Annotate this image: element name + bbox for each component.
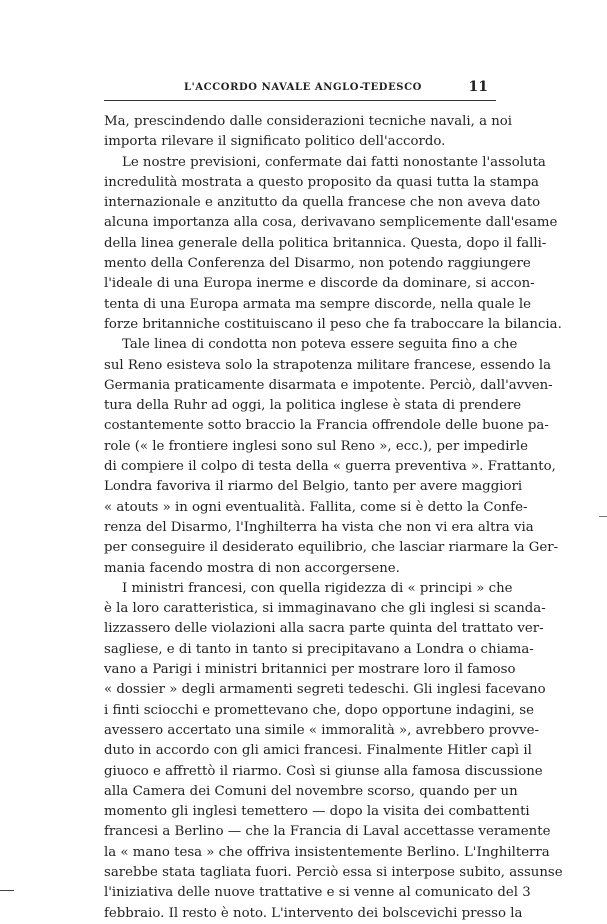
text-line: renza del Disarmo, l'Inghilterra ha vista che non vi era altra via <box>104 519 534 535</box>
text-line: lizzassero delle violazioni alla sacra parte quinta del trattato ver- <box>104 621 544 637</box>
text-line: tura della Ruhr ad oggi, la politica inglese è stata di prendere <box>104 398 522 414</box>
text-line: costantemente sotto braccio la Francia offrendole delle buone pa- <box>104 418 549 434</box>
text-line: l'iniziativa delle nuove trattative e si venne al comunicato del 3 <box>104 885 531 901</box>
scan-margin-mark <box>599 516 607 517</box>
text-line: « dossier » degli armamenti segreti tedeschi. Gli inglesi facevano <box>104 682 546 698</box>
text-line: mento della Conferenza del Disarmo, non potendo raggiungere <box>104 256 531 272</box>
text-line: alla Camera dei Comuni del novembre scorso, quando per un <box>104 783 518 799</box>
text-line: Tale linea di condotta non poteva essere seguita fino a che <box>122 337 518 353</box>
text-line: momento gli inglesi temettero — dopo la visita dei combattenti <box>104 804 530 820</box>
text-line: la « mano tesa » che offriva insistentemente Berlino. L'Inghilterra <box>104 844 550 860</box>
text-line: role (« le frontiere inglesi sono sul Reno », ecc.), per impedirle <box>104 438 528 454</box>
text-line: Ma, prescindendo dalle considerazioni tecniche navali, a noi <box>104 114 513 129</box>
text-line: tenta di una Europa armata ma sempre discorde, nella quale le <box>104 296 531 312</box>
running-header <box>104 78 496 101</box>
text-line: duto in accordo con gli amici francesi. Finalmente Hitler capì il <box>104 743 532 759</box>
text-line: Germania praticamente disarmata e impotente. Perciò, dall'avven- <box>104 377 553 393</box>
text-line: l'ideale di una Europa inerme e discorde da dominare, si accon- <box>104 276 535 292</box>
text-line: I ministri francesi, con quella rigidezza di « principi » che <box>122 580 513 596</box>
text-line: sul Reno esisteva solo la strapotenza militare francese, essendo la <box>104 357 552 373</box>
text-line: alcuna importanza alla cosa, derivavano semplicemente dall'esame <box>104 215 558 231</box>
text-line: francesi a Berlino — che la Francia di Laval accettasse veramente <box>104 824 551 840</box>
text-line: sarebbe stata tagliata fuori. Perciò essa si interpose subito, assunse <box>104 864 563 880</box>
text-line: della linea generale della politica britannica. Questa, dopo il falli- <box>104 235 547 251</box>
text-line: internazionale e anzitutto da quella francese che non aveva dato <box>104 195 541 211</box>
text-line: sagliese, e di tanto in tanto si precipitavano a Londra o chiama- <box>104 641 534 657</box>
text-line: mania facendo mostra di non accorgersene. <box>104 560 400 576</box>
text-line: avessero accertato una simile « immoralità », avrebbero provve- <box>104 722 539 738</box>
text-line: importa rilevare il significato politico dell'accordo. <box>104 134 446 150</box>
text-line: i finti sciocchi e promettevano che, dopo opportune indagini, se <box>104 702 534 718</box>
body-text <box>104 112 563 924</box>
text-line: giuoco e affrettò il riarmo. Così si giunse alla famosa discussione <box>104 763 543 779</box>
text-line: Le nostre previsioni, confermate dai fatti nonostante l'assoluta <box>122 154 546 170</box>
text-line: è la loro caratteristica, si immaginavano che gli inglesi si scanda- <box>104 601 546 617</box>
text-line: di compiere il colpo di testa della « guerra preventiva ». Frattanto, <box>104 459 556 475</box>
text-line: vano a Parigi i ministri britannici per mostrare loro il famoso <box>104 662 516 678</box>
text-line: Londra favoriva il riarmo del Belgio, tanto per avere maggiori <box>104 479 523 495</box>
text-line: per conseguire il desiderato equilibrio, che lasciar riarmare la Ger- <box>104 540 559 556</box>
text-line: febbraio. Il resto è noto. L'intervento dei bolscevichi presso la <box>104 905 523 921</box>
page-number: 11 <box>468 79 488 95</box>
running-title: L'ACCORDO NAVALE ANGLO-TEDESCO <box>184 82 422 93</box>
text-line: « atouts » in ogni eventualità. Fallita, come si è detto la Confe- <box>104 499 528 515</box>
text-line: forze britanniche costituiscano il peso che fa traboccare la bilancia. <box>104 316 562 332</box>
scan-edge-mark <box>0 890 14 891</box>
text-line: incredulità mostrata a questo proposito da quasi tutta la stampa <box>104 174 539 190</box>
